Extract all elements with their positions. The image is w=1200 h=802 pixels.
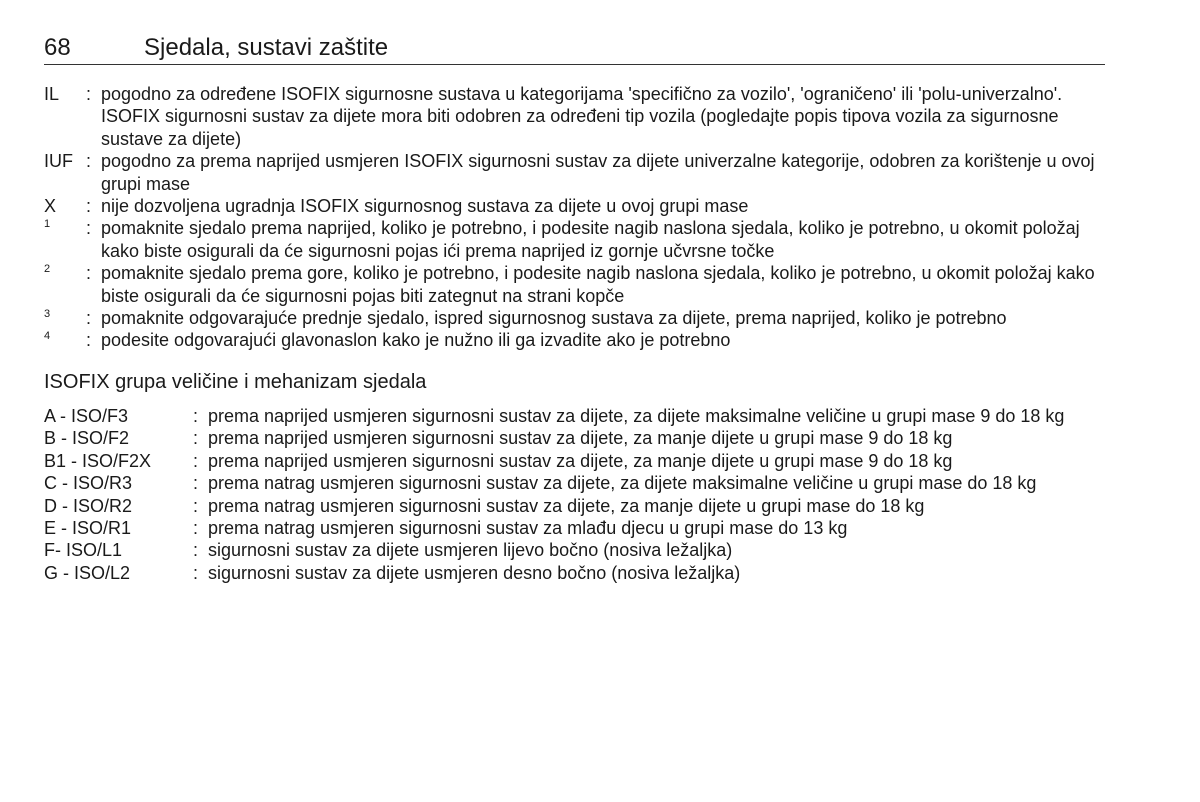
size-class-separator: : [193, 428, 199, 449]
size-class-separator: : [193, 495, 199, 516]
size-class-key: B1 - ISO/F2X [44, 450, 152, 471]
size-class-item [44, 562, 1114, 584]
footnote-marker: 2 [44, 263, 51, 276]
legend-key: IL [44, 84, 60, 104]
size-class-item [44, 539, 1114, 561]
size-class-item [44, 405, 1114, 427]
legend-text: nije dozvoljena ugradnja ISOFIX sigurnosnog sustava za dijete u ovoj grupi mase [101, 196, 749, 217]
size-class-item [44, 427, 1114, 449]
footnote-item [44, 307, 1114, 329]
footnote-item [44, 262, 1114, 307]
size-class-item [44, 517, 1114, 539]
size-class-text: prema naprijed usmjeren sigurnosni sustav za dijete, za manje dijete u grupi mase 9 do 18 kg [208, 428, 953, 449]
section-heading: ISOFIX grupa veličine i mehanizam sjedala [44, 371, 427, 393]
legend-key: X [44, 196, 57, 217]
size-class-item [44, 495, 1114, 517]
page-title: Sjedala, sustavi zaštite [144, 34, 389, 61]
size-class-item [44, 450, 1114, 472]
legend-item [44, 150, 1114, 195]
size-class-separator: : [193, 540, 199, 561]
legend-separator: : [86, 84, 92, 104]
size-class-separator: : [193, 406, 199, 426]
size-class-text: sigurnosni sustav za dijete usmjeren desno bočno (nosiva ležaljka) [208, 562, 741, 583]
footnote-text: pomaknite odgovarajuće prednje sjedalo, ispred sigurnosnog sustava za dijete, prema naprijed, koliko je potrebno [101, 308, 1007, 329]
legend-separator: : [86, 151, 92, 172]
size-class-separator: : [193, 518, 199, 539]
size-class-separator: : [193, 450, 199, 471]
size-class-text: sigurnosni sustav za dijete usmjeren lijevo bočno (nosiva ležaljka) [208, 540, 733, 561]
legend-item [44, 83, 1114, 150]
size-class-key: C - ISO/R3 [44, 473, 133, 494]
legend-separator: : [86, 330, 92, 351]
size-class-key: G - ISO/L2 [44, 562, 131, 583]
size-class-text: prema naprijed usmjeren sigurnosni sustav za dijete, za manje dijete u grupi mase 9 do 18 kg [208, 450, 953, 471]
size-class-text: prema natrag usmjeren sigurnosni sustav za dijete, za dijete maksimalne veličine u grupi mase do 18 kg [208, 473, 1037, 494]
legend-item [44, 195, 1114, 217]
legend-separator: : [86, 196, 92, 217]
legend-text: pogodno za određene ISOFIX sigurnosne sustava u kategorijama 'specifično za vozilo', 'ograničeno' ili 'polu-univerzalno'. ISOFIX sigurnosni sustav za dijete mora biti odobren za određeni tip vozila (pogledajte popis tipova vozila za sigurnosne sustave za dijete) [101, 84, 1063, 149]
footnote-marker: 3 [44, 308, 51, 321]
footnote-text: pomaknite sjedalo prema naprijed, koliko je potrebno, i podesite nagib naslona sjedala, koliko je potrebno, u okomit položaj kako biste osigurali da će sigurnosni pojas ići prema naprijed iz gornje učvrsne točke [101, 218, 1080, 261]
footnote-marker: 4 [44, 330, 51, 343]
size-class-key: E - ISO/R1 [44, 518, 132, 539]
legend-key: IUF [44, 151, 73, 172]
size-class-key: A - ISO/F3 [44, 406, 129, 426]
footnote-text: pomaknite sjedalo prema gore, koliko je potrebno, i podesite nagib naslona sjedala, koliko je potrebno, u okomit položaj kako biste osigurali da će sigurnosni pojas biti zategnut na strani kopče [101, 263, 1095, 306]
size-class-text: prema natrag usmjeren sigurnosni sustav za dijete, za manje dijete u grupi mase do 18 kg [208, 495, 925, 516]
page-header [44, 32, 1105, 65]
size-class-text: prema natrag usmjeren sigurnosni sustav za mlađu djecu u grupi mase do 13 kg [208, 518, 848, 539]
legend-list [44, 83, 1114, 352]
size-class-item [44, 472, 1114, 494]
size-class-key: B - ISO/F2 [44, 428, 130, 449]
legend-separator: : [86, 263, 92, 284]
size-class-list [44, 405, 1114, 584]
legend-text: pogodno za prema naprijed usmjeren ISOFIX sigurnosni sustav za dijete univerzalne kategorije, odobren za korištenje u ovoj grupi mase [101, 151, 1095, 194]
size-class-key: D - ISO/R2 [44, 495, 133, 516]
footnote-item [44, 329, 1114, 351]
size-class-text: prema naprijed usmjeren sigurnosni sustav za dijete, za dijete maksimalne veličine u grupi mase 9 do 18 kg [208, 406, 1065, 426]
legend-separator: : [86, 218, 92, 239]
page-number: 68 [44, 34, 71, 61]
legend-separator: : [86, 308, 92, 329]
footnote-text: podesite odgovarajući glavonaslon kako je nužno ili ga izvadite ako je potrebno [101, 330, 731, 351]
size-class-key: F- ISO/L1 [44, 540, 123, 561]
footnote-item [44, 217, 1114, 262]
footnote-marker: 1 [44, 218, 51, 231]
size-class-separator: : [193, 562, 199, 583]
size-class-separator: : [193, 473, 199, 494]
